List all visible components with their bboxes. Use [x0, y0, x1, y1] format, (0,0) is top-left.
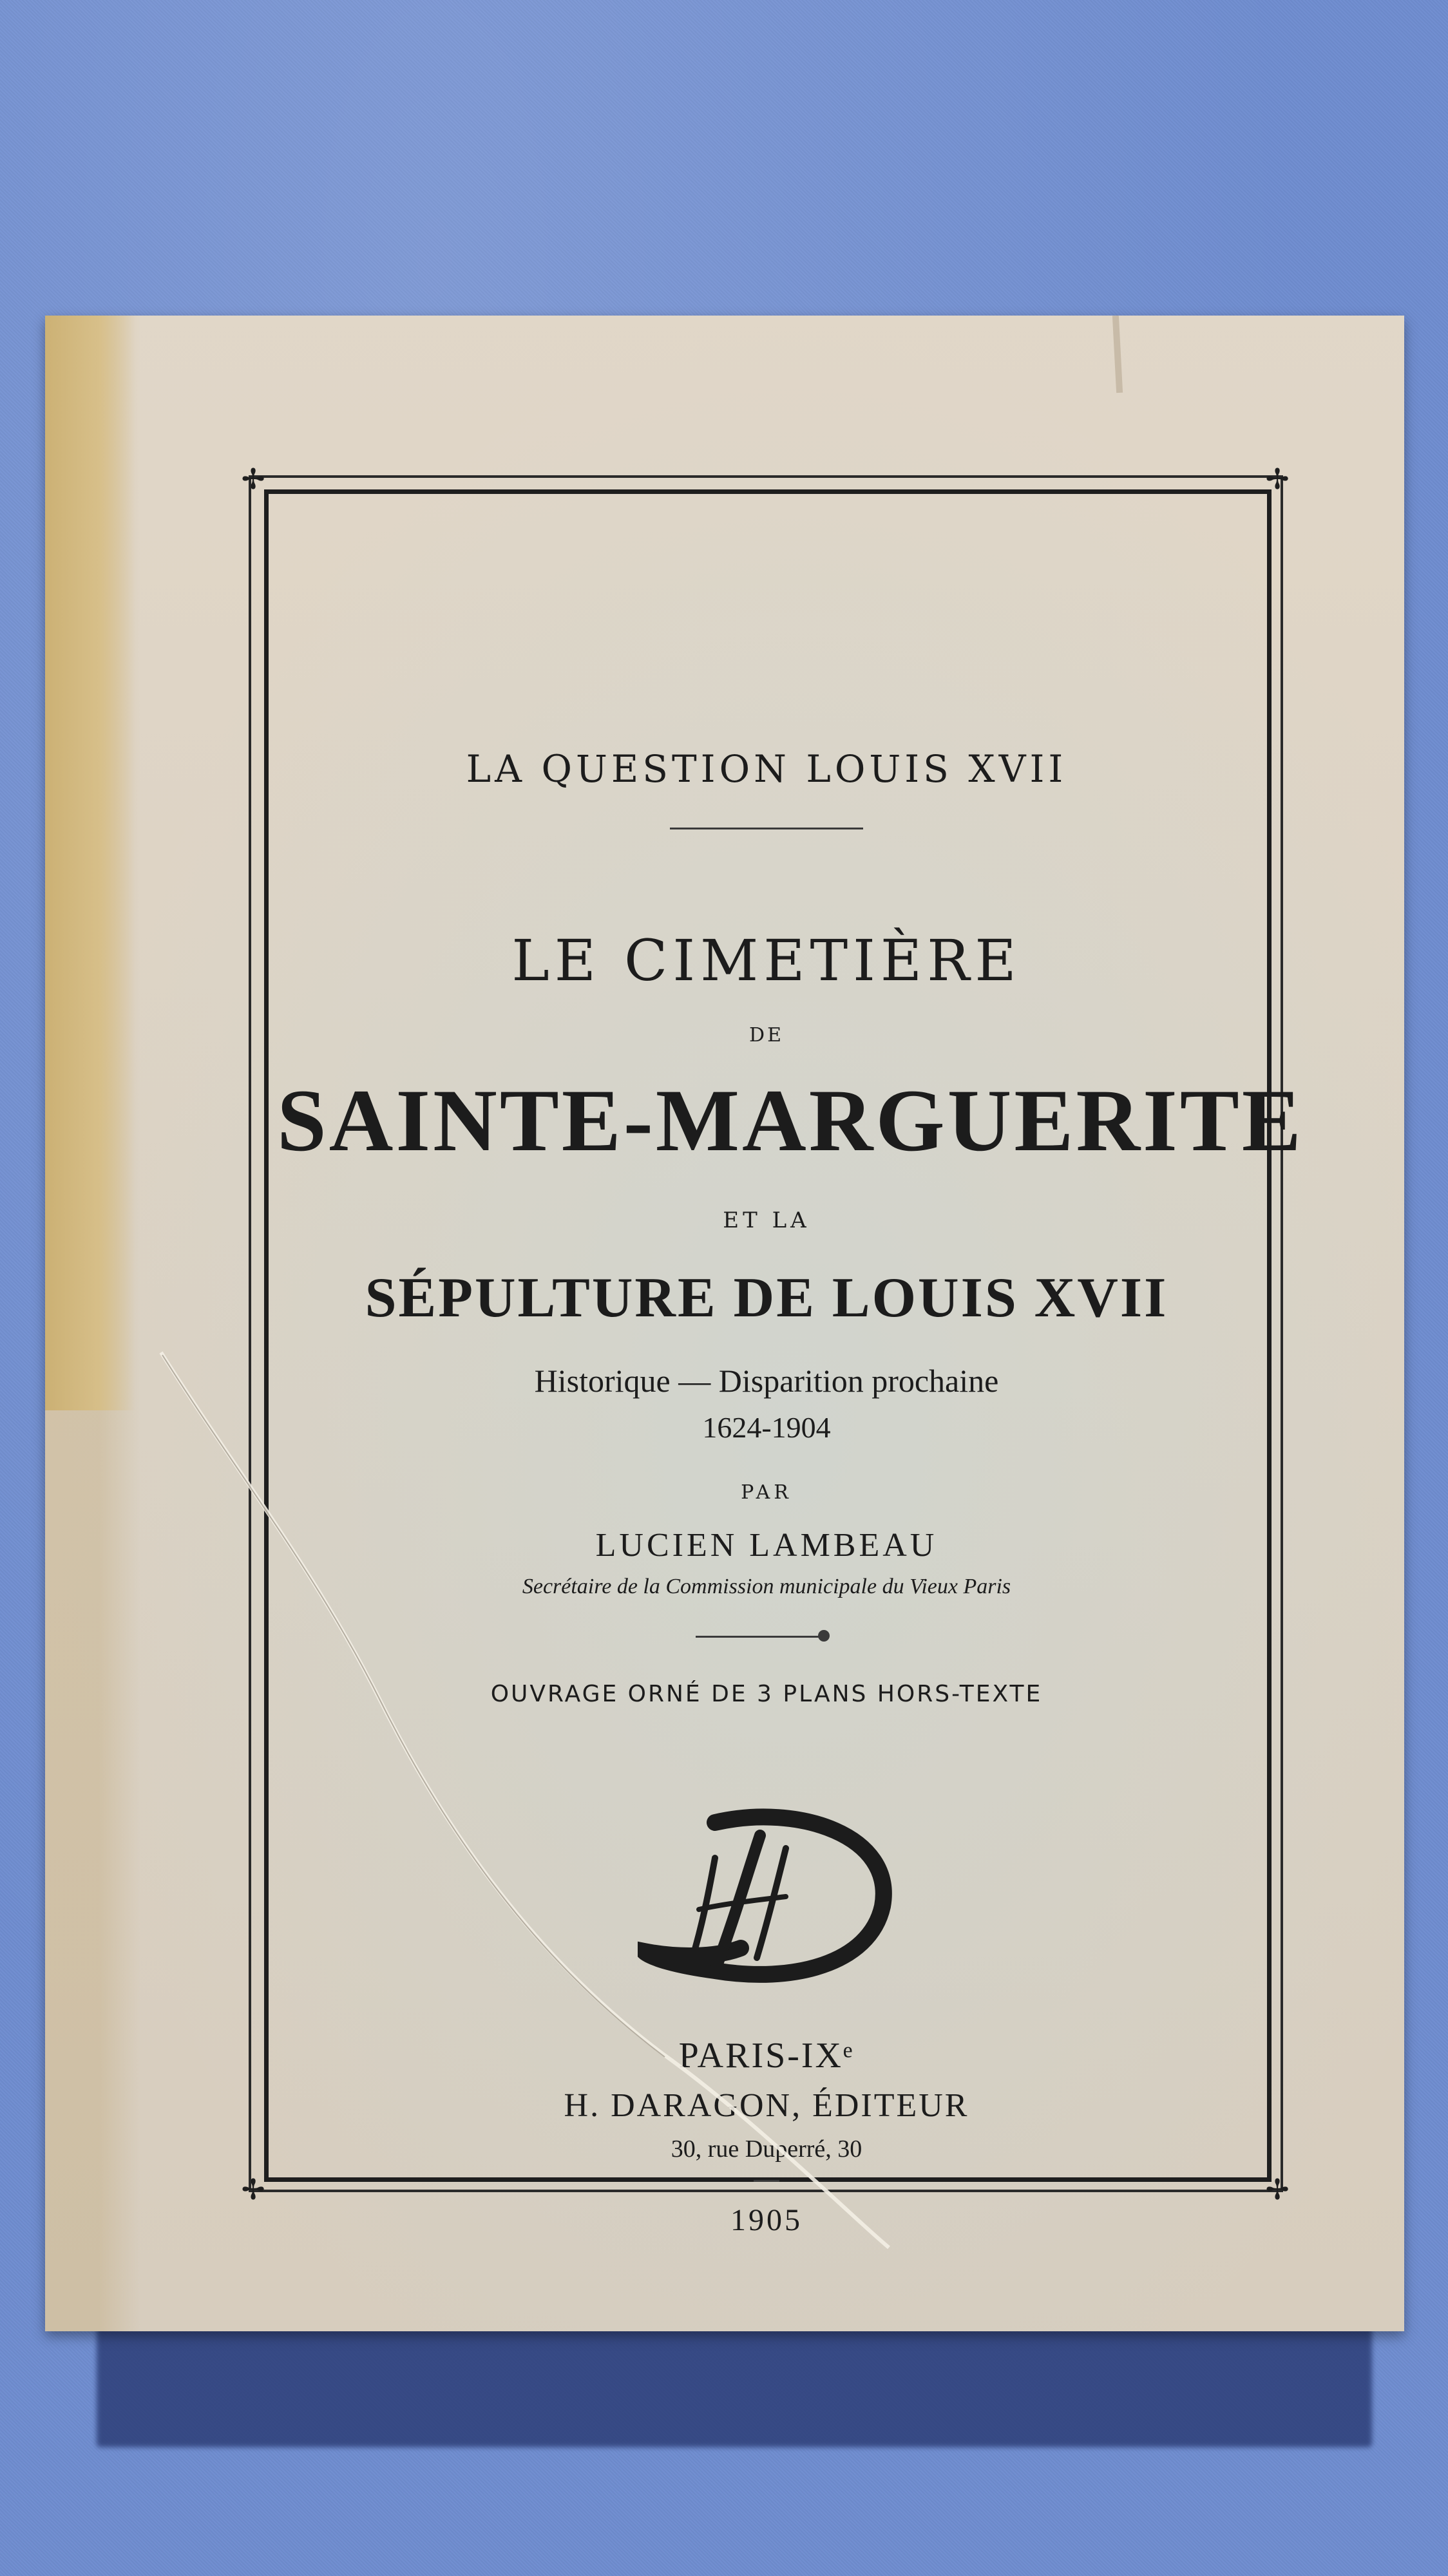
illustrations-note: OUVRAGE ORNÉ DE 3 PLANS HORS-TEXTE	[490, 1681, 1043, 1707]
corner-ornament-icon: ✢	[241, 2174, 265, 2206]
publication-city: PARIS-IXᵉ	[678, 2036, 855, 2076]
date-range: 1624-1904	[702, 1411, 831, 1444]
title-connector-de: DE	[749, 1024, 784, 1046]
divider-dash	[754, 2180, 779, 2182]
publisher-address: 30, rue Duperré, 30	[671, 2136, 862, 2163]
publisher-name: H. DARAGON, ÉDITEUR	[564, 2087, 969, 2124]
subtitle: Historique — Disparition prochaine	[534, 1363, 999, 1399]
divider-rule	[670, 828, 863, 829]
title-page	[277, 502, 1304, 2237]
corner-ornament-icon: ✢	[1265, 2174, 1290, 2206]
publisher-monogram-icon	[638, 1797, 908, 1990]
paper-tear	[1112, 316, 1123, 393]
divider-rule	[696, 1636, 824, 1638]
svg-text:HD: HD	[764, 1890, 782, 1902]
publication-year: 1905	[730, 2203, 803, 2237]
divider-ornament	[818, 1630, 830, 1642]
title-connector-et-la: ET LA	[723, 1208, 810, 1233]
title-line-3: SÉPULTURE DE LOUIS XVII	[365, 1267, 1168, 1329]
main-title: SAINTE-MARGUERITE	[277, 1071, 1304, 1170]
author-name: LUCIEN LAMBEAU	[595, 1527, 938, 1564]
spine-tape	[45, 316, 135, 1410]
corner-ornament-icon: ✢	[241, 463, 265, 496]
by-label: PAR	[741, 1481, 792, 1504]
title-line-1: LE CIMETIÈRE	[511, 927, 1022, 994]
corner-ornament-icon: ✢	[1265, 463, 1290, 496]
author-role: Secrétaire de la Commission municipale du Vieux Paris	[522, 1575, 1011, 1598]
series-title: LA QUESTION LOUIS XVII	[466, 747, 1067, 791]
book-cover	[45, 316, 1404, 2331]
